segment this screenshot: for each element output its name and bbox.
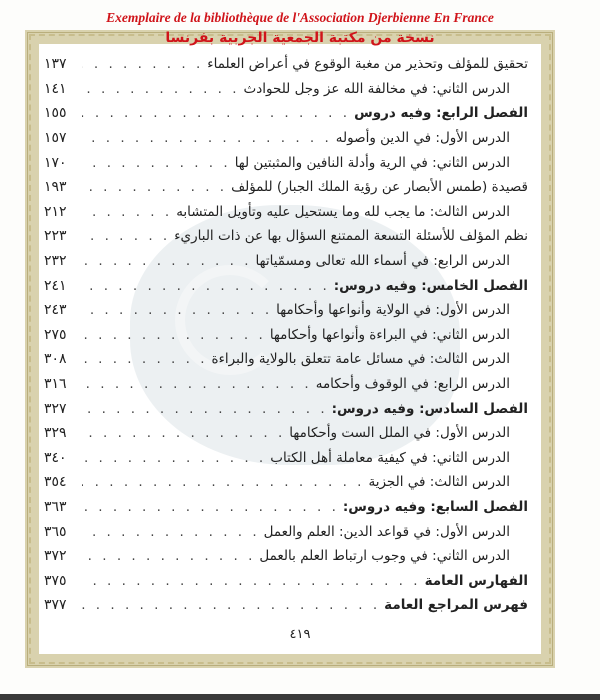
toc-entry-page: ٢٧٥ xyxy=(44,326,67,343)
toc-entry-page: ٣١٦ xyxy=(44,376,67,393)
dot-leader xyxy=(82,327,266,343)
toc-entry xyxy=(44,495,528,520)
dot-leader xyxy=(82,81,240,97)
toc-entry-page: ٢٤٣ xyxy=(44,302,67,319)
dot-leader xyxy=(82,302,272,318)
toc-entry-page: ١٤١ xyxy=(44,80,67,97)
toc-entry-page: ٣٧٧ xyxy=(44,597,67,614)
toc-entry-title: الفصل السادس: وفيه دروس: xyxy=(331,400,528,417)
toc-entry-title: الدرس الثاني: في كيفية معاملة أهل الكتاب xyxy=(270,449,510,466)
toc-entry-page: ١٩٣ xyxy=(44,179,67,196)
toc-entry-title: فهرس المراجع العامة xyxy=(384,597,528,614)
toc-entry-title: الدرس الثاني: في الرية وأدلة النافين والمثبتين لها xyxy=(234,154,510,171)
dot-leader xyxy=(82,204,172,220)
toc-entry-page: ٢٢٣ xyxy=(44,228,67,245)
toc-entry-page: ٣٧٢ xyxy=(44,548,67,565)
toc-entry xyxy=(44,519,528,544)
toc-entry-title: الدرس الأول: في الولاية وأنواعها وأحكامها xyxy=(276,302,510,319)
toc-entry xyxy=(44,544,528,569)
toc-entry xyxy=(44,396,528,421)
toc-entry xyxy=(44,593,528,618)
toc-entry-page: ٣٥٤ xyxy=(44,474,67,491)
dot-leader xyxy=(82,425,285,441)
toc-entry-title: الدرس الأول: في الملل الست وأحكامها xyxy=(289,425,510,442)
toc-entry xyxy=(44,249,528,274)
dot-leader xyxy=(82,401,328,417)
toc-entry-title: تحقيق للمؤلف وتحذير من مغبة الوقوع في أعراض العلماء xyxy=(207,56,528,73)
toc-entry-title: الدرس الثالث: ما يجب لله وما يستحيل عليه وتأويل المتشابه xyxy=(176,203,510,220)
dot-leader xyxy=(82,56,203,72)
toc-entry-title: الدرس الأول: في الدين وأصوله xyxy=(335,130,510,147)
toc-entry-title: الفهارس العامة xyxy=(424,572,528,589)
dot-leader xyxy=(82,474,364,490)
dot-leader xyxy=(82,499,339,515)
toc-entry xyxy=(44,421,528,446)
toc-entry-title: الدرس الثاني: في وجوب ارتباط العلم بالعمل xyxy=(259,548,510,565)
toc-entry xyxy=(44,126,528,151)
toc-entry xyxy=(44,372,528,397)
toc-entry xyxy=(44,568,528,593)
toc-entry xyxy=(44,150,528,175)
dot-leader xyxy=(82,105,350,121)
toc-entry-page: ٣٧٥ xyxy=(44,572,67,589)
toc-entry-title: الدرس الثالث: في مسائل عامة تتعلق بالولاية والبراءة xyxy=(211,351,510,368)
toc-entry-page: ٣٤٠ xyxy=(44,449,67,466)
toc-entry xyxy=(44,273,528,298)
toc-entry xyxy=(44,52,528,77)
scan-edge xyxy=(0,694,600,700)
toc-entry-page: ١٧٠ xyxy=(44,154,67,171)
toc-entry-title: الدرس الثاني: في مخالفة الله عز وجل للحوادث xyxy=(243,80,510,97)
dot-leader xyxy=(82,179,227,195)
toc-entry-title: الدرس الرابع: في الوقوف وأحكامه xyxy=(315,376,510,393)
dot-leader xyxy=(82,253,252,269)
dot-leader xyxy=(82,548,255,564)
toc-entry xyxy=(44,224,528,249)
dot-leader xyxy=(82,351,208,367)
toc-entry-page: ١٥٧ xyxy=(44,130,67,147)
toc-entry-title: الفصل الخامس: وفيه دروس: xyxy=(333,277,528,294)
dot-leader xyxy=(82,376,312,392)
toc-entry-page: ٣٢٧ xyxy=(44,400,67,417)
toc-entry-title: الدرس الأول: في قواعد الدين: العلم والعمل xyxy=(263,523,510,540)
toc-entry-title: قصيدة (طمس الأبصار عن رؤية الملك الجبار) للمؤلف xyxy=(231,179,528,196)
toc-entry xyxy=(44,200,528,225)
toc-entry xyxy=(44,101,528,126)
toc-entry-page: ٢٤١ xyxy=(44,277,67,294)
toc-entry-page: ٣٠٨ xyxy=(44,351,67,368)
dot-leader xyxy=(82,228,170,244)
toc-entry-page: ١٣٧ xyxy=(44,56,67,73)
toc-entry xyxy=(44,347,528,372)
dot-leader xyxy=(82,130,332,146)
toc-entry xyxy=(44,175,528,200)
dot-leader xyxy=(82,597,380,613)
toc-entry-title: الفصل الرابع: وفيه دروس xyxy=(354,105,528,122)
dot-leader xyxy=(82,524,260,540)
toc-entry xyxy=(44,446,528,471)
toc-entry xyxy=(44,323,528,348)
toc-entry xyxy=(44,470,528,495)
toc-entry-title: الدرس الثاني: في البراءة وأنواعها وأحكامها xyxy=(269,326,510,343)
dot-leader xyxy=(82,155,231,171)
toc-entry-title: الدرس الثالث: في الجزية xyxy=(368,474,510,491)
library-stamp-french: Exemplaire de la bibliothèque de l'Association Djerbienne En France xyxy=(106,10,494,25)
library-stamp-arabic: نسخة من مكتبة الجمعية الجربية بفرنسا xyxy=(165,30,435,46)
toc-entry-title: الفصل السابع: وفيه دروس: xyxy=(342,498,528,515)
toc-entry-page: ٢١٢ xyxy=(44,203,67,220)
toc-entry-page: ١٥٥ xyxy=(44,105,67,122)
toc-entry-page: ٣٢٩ xyxy=(44,425,67,442)
toc-entry-title: نظم المؤلف للأسئلة التسعة الممتنع السؤال بها عن ذات الباريء xyxy=(174,228,528,245)
toc-entry-page: ٣٦٣ xyxy=(44,498,67,515)
toc-entry-page: ٢٣٢ xyxy=(44,253,67,270)
dot-leader xyxy=(82,573,421,589)
toc-entry-title: الدرس الرابع: في أسماء الله تعالى ومسمّياتها xyxy=(255,253,510,270)
toc-entry-page: ٣٦٥ xyxy=(44,523,67,540)
dot-leader xyxy=(82,278,330,294)
dot-leader xyxy=(82,450,266,466)
toc-entry xyxy=(44,298,528,323)
table-of-contents xyxy=(44,52,528,618)
toc-entry xyxy=(44,77,528,102)
page-number: ٤١٩ xyxy=(289,627,311,642)
